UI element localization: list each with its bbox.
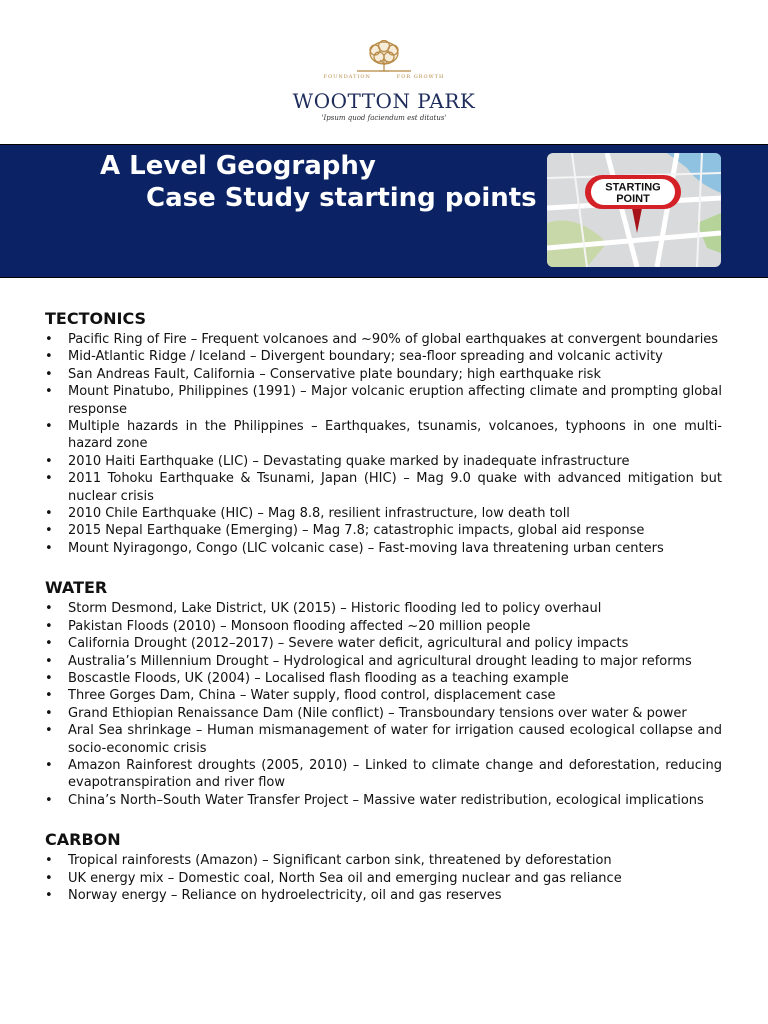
pin-text-line1: STARTING [605,181,661,194]
list-item: • Multiple hazards in the Philippines – Earthquakes, tsunamis, volcanoes, typhoons in one multi-hazard zone [45,418,722,453]
list-item: • Pacific Ring of Fire – Frequent volcanoes and ~90% of global earthquakes at convergent boundaries [45,331,722,348]
list-item: • Norway energy – Reliance on hydroelectricity, oil and gas reserves [45,887,722,904]
logo-tagline [0,74,768,82]
list-item: • China’s North–South Water Transfer Project – Massive water redistribution, ecological implications [45,792,722,809]
list-item: • Boscastle Floods, UK (2004) – Localised flash flooding as a teaching example [45,670,722,687]
logo-tagline-right: FOR GROWTH [396,74,445,80]
banner-title-line1: A Level Geography [100,151,376,181]
section-tectonics [45,308,722,557]
case-study-content [45,308,722,924]
list-item: • Grand Ethiopian Renaissance Dam (Nile conflict) – Transboundary tensions over water & power [45,705,722,722]
section-carbon [45,829,722,904]
list-item: • 2010 Haiti Earthquake (LIC) – Devastating quake marked by inadequate infrastructure [45,453,722,470]
tree-icon [349,40,419,76]
list-item: • Tropical rainforests (Amazon) – Significant carbon sink, threatened by deforestation [45,852,722,869]
list-item: • Mount Nyiragongo, Congo (LIC volcanic case) – Fast-moving lava threatening urban centers [45,540,722,557]
section-title: WATER [45,578,108,598]
list-item: • Pakistan Floods (2010) – Monsoon flooding affected ~20 million people [45,618,722,635]
section-title: CARBON [45,830,121,850]
section-title: TECTONICS [45,309,147,328]
section-water [45,577,722,809]
list-item: • 2010 Chile Earthquake (HIC) – Mag 8.8, resilient infrastructure, low death toll [45,505,722,522]
list-item: • Storm Desmond, Lake District, UK (2015) – Historic flooding led to policy overhaul [45,600,722,617]
case-study-list [45,331,722,557]
banner-title-line2: Case Study starting points [146,183,537,213]
list-item: • Aral Sea shrinkage – Human mismanagement of water for irrigation caused ecological collapse and socio-economic crisis [45,722,722,757]
logo-motto: 'Ipsum quod faciendum est ditatus' [321,114,447,122]
list-item: • Mount Pinatubo, Philippines (1991) – Major volcanic eruption affecting climate and prompting global response [45,383,722,418]
list-item: • 2015 Nepal Earthquake (Emerging) – Mag 7.8; catastrophic impacts, global aid response [45,522,722,539]
list-item: • 2011 Tohoku Earthquake & Tsunami, Japan (HIC) – Mag 9.0 quake with advanced mitigation but nuclear crisis [45,470,722,505]
list-item: • Amazon Rainforest droughts (2005, 2010) – Linked to climate change and deforestation, reducing evapotranspiration and river flow [45,757,722,792]
list-item: • California Drought (2012–2017) – Severe water deficit, agricultural and policy impacts [45,635,722,652]
logo-name: WOOTTON PARK [292,89,476,113]
case-study-list [45,852,722,904]
starting-point-map-image [547,153,721,267]
case-study-list [45,600,722,809]
list-item: • Three Gorges Dam, China – Water supply, flood control, displacement case [45,687,722,704]
school-logo [0,40,768,130]
list-item: • San Andreas Fault, California – Conservative plate boundary; high earthquake risk [45,366,722,383]
list-item: • UK energy mix – Domestic coal, North Sea oil and emerging nuclear and gas reliance [45,870,722,887]
pin-text-line2: POINT [616,193,650,205]
list-item: • Australia’s Millennium Drought – Hydrological and agricultural drought leading to major reforms [45,653,722,670]
logo-tagline-left: FOUNDATION [323,74,371,80]
list-item: • Mid-Atlantic Ridge / Iceland – Divergent boundary; sea-floor spreading and volcanic activity [45,348,722,365]
title-banner [0,144,768,278]
